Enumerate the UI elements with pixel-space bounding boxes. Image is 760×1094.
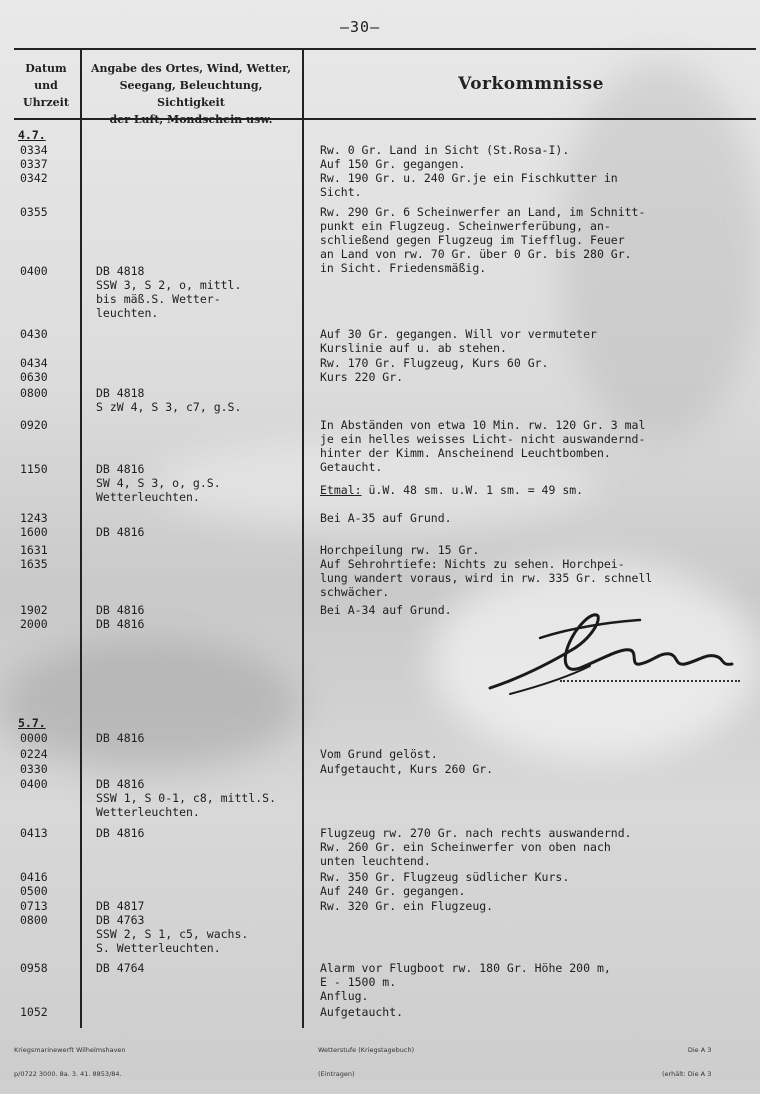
entry-location: S zW 4, S 3, c7, g.S. bbox=[96, 400, 242, 414]
entry-time: 2000 bbox=[20, 617, 48, 631]
entry-event: Bei A-34 auf Grund. bbox=[320, 603, 452, 617]
entry-event: Getaucht. bbox=[320, 460, 383, 474]
page-number: —30— bbox=[340, 18, 381, 36]
entry-time: 0400 bbox=[20, 264, 48, 278]
entry-location: DB 4816 bbox=[96, 603, 145, 617]
entry-location: DB 4763 bbox=[96, 913, 145, 927]
entry-time: 0500 bbox=[20, 884, 48, 898]
entry-time: 0330 bbox=[20, 762, 48, 776]
footer-line: p/0722 3000. 8a. 3. 41. 8853/84. bbox=[14, 1070, 122, 1078]
entry-location: DB 4818 bbox=[96, 386, 145, 400]
footer-right bbox=[662, 1030, 711, 1094]
entry-location: DB 4816 bbox=[96, 462, 145, 476]
header-location bbox=[84, 60, 298, 128]
entry-event: Rw. 170 Gr. Flugzeug, Kurs 60 Gr. bbox=[320, 356, 549, 370]
entry-location: Wetterleuchten. bbox=[96, 490, 200, 504]
entry-event: Aufgetaucht. bbox=[320, 1005, 404, 1019]
entry-time: 1631 bbox=[20, 543, 48, 557]
footer-line: (Eintragen) bbox=[318, 1070, 355, 1078]
entry-time: 0334 bbox=[20, 143, 48, 157]
header-date-time bbox=[14, 60, 78, 111]
entry-time: 0430 bbox=[20, 327, 48, 341]
header-line: Uhrzeit bbox=[23, 96, 69, 109]
entry-time: 0416 bbox=[20, 870, 48, 884]
entry-location: SSW 1, S 0-1, c8, mittl.S. bbox=[96, 791, 277, 805]
entry-event: Auf 30 Gr. gegangen. Will vor vermuteter bbox=[320, 327, 597, 341]
entry-location: S. Wetterleuchten. bbox=[96, 941, 221, 955]
entry-event: lung wandert voraus, wird in rw. 335 Gr. schnell bbox=[320, 571, 653, 585]
entry-event: Anflug. bbox=[320, 989, 369, 1003]
entry-location: SSW 2, S 1, c5, wachs. bbox=[96, 927, 249, 941]
entry-location: SSW 3, S 2, o, mittl. bbox=[96, 278, 242, 292]
entry-event: Auf Sehrohrtiefe: Nichts zu sehen. Horchpei- bbox=[320, 557, 625, 571]
header-line: Seegang, Beleuchtung, Sichtigkeit bbox=[119, 79, 263, 109]
entry-time: 0800 bbox=[20, 913, 48, 927]
footer-line: Kriegsmarinewerft Wilhelmshaven bbox=[14, 1046, 126, 1054]
entry-event: Aufgetaucht, Kurs 260 Gr. bbox=[320, 762, 494, 776]
header-line: Datum bbox=[25, 62, 67, 75]
entry-event: Auf 150 Gr. gegangen. bbox=[320, 157, 466, 171]
entry-time: 0000 bbox=[20, 731, 48, 745]
entry-time: 0337 bbox=[20, 157, 48, 171]
entry-event: Alarm vor Flugboot rw. 180 Gr. Höhe 200 m, bbox=[320, 961, 611, 975]
entry-event: Rw. 350 Gr. Flugzeug südlicher Kurs. bbox=[320, 870, 570, 884]
entry-event: Kurs 220 Gr. bbox=[320, 370, 404, 384]
entry-event: Horchpeilung rw. 15 Gr. bbox=[320, 543, 480, 557]
etmal-value: ü.W. 48 sm. u.W. 1 sm. = 49 sm. bbox=[361, 483, 584, 497]
entry-event: Rw. 0 Gr. Land in Sicht (St.Rosa-I). bbox=[320, 143, 570, 157]
entry-time: 0713 bbox=[20, 899, 48, 913]
footer-line: Die A 3 bbox=[687, 1046, 712, 1054]
entry-time: 0400 bbox=[20, 777, 48, 791]
entry-time: 1600 bbox=[20, 525, 48, 539]
entry-event: Sicht. bbox=[320, 185, 362, 199]
entry-event: Rw. 290 Gr. 6 Scheinwerfer an Land, im Schnitt- bbox=[320, 205, 646, 219]
entry-time: 0413 bbox=[20, 826, 48, 840]
entry-date: 4.7. bbox=[18, 128, 46, 142]
entry-event: In Abständen von etwa 10 Min. rw. 120 Gr. 3 mal bbox=[320, 418, 646, 432]
entry-time: 0800 bbox=[20, 386, 48, 400]
footer-center bbox=[318, 1030, 414, 1094]
entry-time: 0630 bbox=[20, 370, 48, 384]
entry-event: in Sicht. Friedensmäßig. bbox=[320, 261, 487, 275]
entry-event: Rw. 320 Gr. ein Flugzeug. bbox=[320, 899, 494, 913]
entry-event: unten leuchtend. bbox=[320, 854, 431, 868]
column-divider-1 bbox=[80, 48, 82, 1028]
entry-event: Auf 240 Gr. gegangen. bbox=[320, 884, 466, 898]
entry-location: DB 4816 bbox=[96, 525, 145, 539]
entry-time: 1052 bbox=[20, 1005, 48, 1019]
entry-location: DB 4818 bbox=[96, 264, 145, 278]
etmal-label: Etmal: bbox=[320, 483, 362, 497]
entry-location: leuchten. bbox=[96, 306, 159, 320]
entry-time: 1243 bbox=[20, 511, 48, 525]
header-events: Vorkommnisse bbox=[458, 74, 604, 94]
entry-event: an Land von rw. 70 Gr. über 0 Gr. bis 280 Gr. bbox=[320, 247, 632, 261]
entry-event: Flugzeug rw. 270 Gr. nach rechts auswandernd. bbox=[320, 826, 632, 840]
footer-left bbox=[14, 1030, 126, 1094]
entry-event: Rw. 260 Gr. ein Scheinwerfer von oben nach bbox=[320, 840, 611, 854]
header-line: Angabe des Ortes, Wind, Wetter, bbox=[90, 62, 292, 75]
etmal-line bbox=[320, 483, 583, 497]
signature-dotted-line bbox=[560, 680, 740, 682]
entry-location: bis mäß.S. Wetter- bbox=[96, 292, 221, 306]
entry-location: DB 4764 bbox=[96, 961, 145, 975]
entry-time: 0224 bbox=[20, 747, 48, 761]
entry-time: 0342 bbox=[20, 171, 48, 185]
entry-event: Rw. 190 Gr. u. 240 Gr.je ein Fischkutter in bbox=[320, 171, 618, 185]
footer-line: (erhält: Die A 3 bbox=[662, 1070, 712, 1078]
entry-time: 0355 bbox=[20, 205, 48, 219]
entry-time: 0920 bbox=[20, 418, 48, 432]
entry-time: 1902 bbox=[20, 603, 48, 617]
entry-location: DB 4816 bbox=[96, 777, 145, 791]
entry-event: hinter der Kimm. Anscheinend Leuchtbomben. bbox=[320, 446, 611, 460]
entry-location: DB 4816 bbox=[96, 731, 145, 745]
entry-event: E - 1500 m. bbox=[320, 975, 397, 989]
entry-location: DB 4816 bbox=[96, 617, 145, 631]
entry-date: 5.7. bbox=[18, 716, 46, 730]
footer-line: Wetterstufe (Kriegstagebuch) bbox=[318, 1046, 415, 1054]
entry-location: DB 4817 bbox=[96, 899, 145, 913]
entry-location: SW 4, S 3, o, g.S. bbox=[96, 476, 221, 490]
table-top-rule bbox=[14, 48, 756, 50]
entry-event: Vom Grund gelöst. bbox=[320, 747, 438, 761]
entry-event: je ein helles weisses Licht- nicht auswandernd- bbox=[320, 432, 646, 446]
entry-time: 1150 bbox=[20, 462, 48, 476]
header-line: und bbox=[34, 79, 58, 92]
signature bbox=[480, 608, 750, 698]
entry-location: Wetterleuchten. bbox=[96, 805, 200, 819]
entry-event: Kurslinie auf u. ab stehen. bbox=[320, 341, 507, 355]
entry-event: schließend gegen Flugzeug im Tiefflug. Feuer bbox=[320, 233, 625, 247]
entry-time: 0434 bbox=[20, 356, 48, 370]
header-line: der Luft, Mondschein usw. bbox=[109, 113, 273, 126]
entry-location: DB 4816 bbox=[96, 826, 145, 840]
entry-time: 1635 bbox=[20, 557, 48, 571]
entry-event: punkt ein Flugzeug. Scheinwerferübung, an- bbox=[320, 219, 611, 233]
column-divider-2 bbox=[302, 48, 304, 1028]
entry-event: Bei A-35 auf Grund. bbox=[320, 511, 452, 525]
entry-event: schwächer. bbox=[320, 585, 390, 599]
entry-time: 0958 bbox=[20, 961, 48, 975]
